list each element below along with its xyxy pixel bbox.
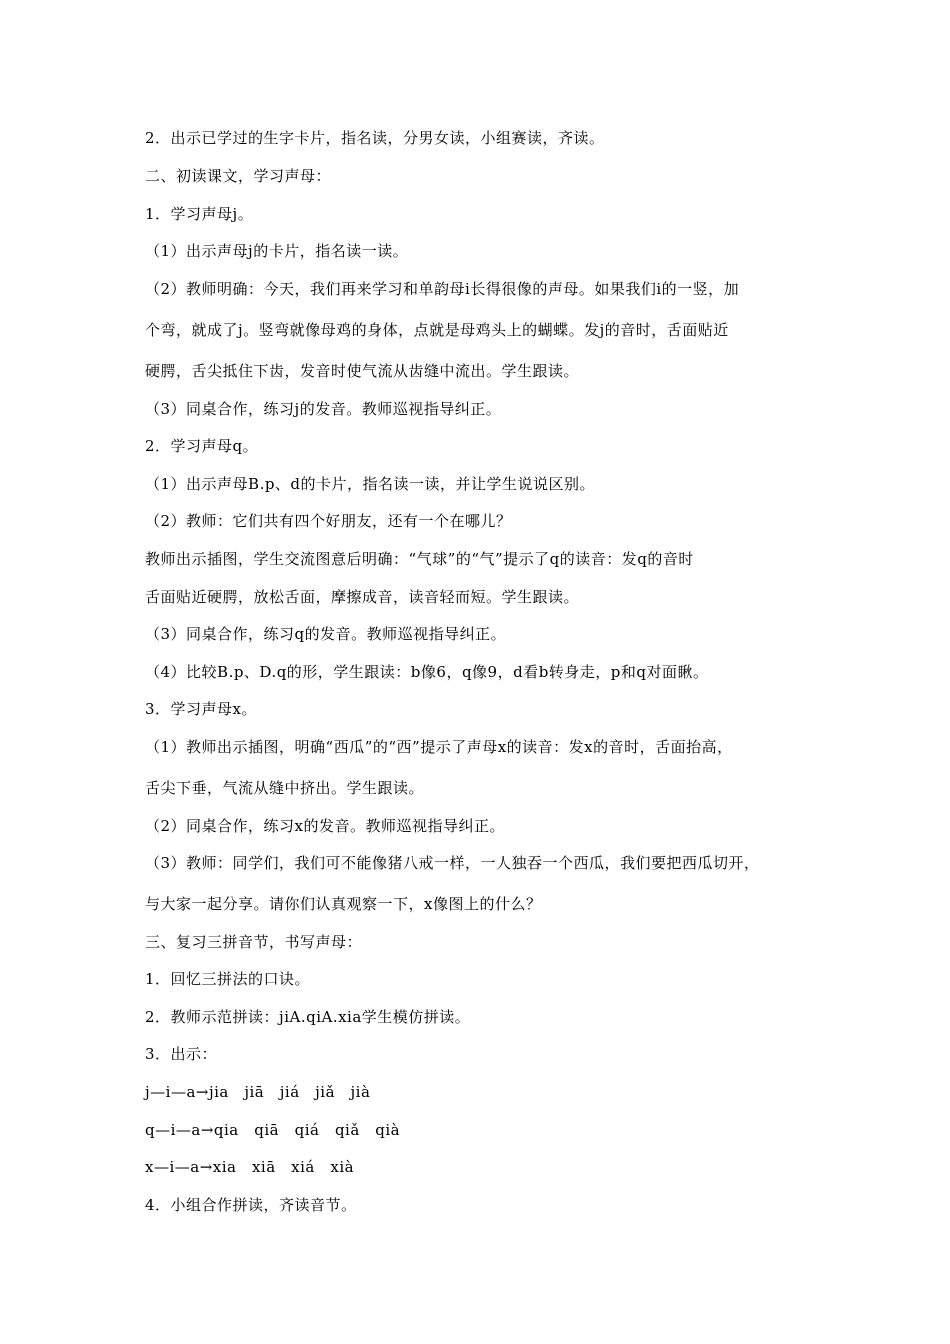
text-line: 3．学习声母x。 [145,700,258,718]
text-line: （3）同桌合作，练习q的发音。教师巡视指导纠正。 [145,625,507,643]
text-line: 硬腭，舌尖抵住下齿，发音时使气流从齿缝中流出。学生跟读。 [145,362,580,380]
text-line: 1．回忆三拼法的口诀。 [145,970,311,988]
text-line: 教师出示插图，学生交流图意后明确：“气球”的“气”提示了q的读音：发q的音时 [145,550,694,568]
text-line: （2）同桌合作，练习x的发音。教师巡视指导纠正。 [145,817,506,835]
text-line: （3）同桌合作，练习j的发音。教师巡视指导纠正。 [145,400,502,418]
text-line: （1）出示声母B.p、d的卡片，指名读一读，并让学生说说区别。 [145,475,596,493]
text-line: 2．教师示范拼读：jiA.qiA.xia学生模仿拼读。 [145,1008,471,1026]
text-line: 与大家一起分享。请你们认真观察一下，x像图上的什么？ [145,895,542,913]
text-line: （2）教师明确：今天，我们再来学习和单韵母i长得很像的声母。如果我们i的一竖，加 [145,280,740,298]
text-line: （4）比较B.p、D.q的形，学生跟读：b像6，q像9，d看b转身走，p和q对面瞅。 [145,663,709,681]
section-heading: 三、复习三拼音节，书写声母： [145,933,363,951]
text-line: （2）教师：它们共有四个好朋友，还有一个在哪儿？ [145,512,512,530]
pinyin-line: j—i—a→jia jiā jiá jiǎ jià [145,1083,371,1101]
text-line: 2．出示已学过的生字卡片，指名读，分男女读，小组赛读，齐读。 [145,129,605,147]
text-line: 4．小组合作拼读，齐读音节。 [145,1196,357,1214]
text-line: 舌尖下垂，气流从缝中挤出。学生跟读。 [145,779,425,797]
text-line: （1）教师出示插图，明确“西瓜”的“西”提示了声母x的读音：发x的音时，舌面抬高， [145,738,733,756]
text-line: 3．出示： [145,1045,218,1063]
text-line: 个弯，就成了j。竖弯就像母鸡的身体，点就是母鸡头上的蝴蝶。发j的音时，舌面贴近 [145,321,729,339]
text-line: 舌面贴近硬腭，放松舌面，摩擦成音，读音轻而短。学生跟读。 [145,588,580,606]
text-line: 2．学习声母q。 [145,437,259,455]
pinyin-line: q—i—a→qia qiā qiá qiǎ qià [145,1121,401,1139]
text-line: （3）教师：同学们，我们可不能像猪八戒一样，一人独吞一个西瓜，我们要把西瓜切开， [145,854,760,872]
pinyin-line: x—i—a→xia xiā xiá xià [145,1158,355,1176]
section-heading: 二、初读课文，学习声母： [145,167,332,185]
text-line: 1．学习声母j。 [145,205,254,223]
text-line: （1）出示声母j的卡片，指名读一读。 [145,242,409,260]
